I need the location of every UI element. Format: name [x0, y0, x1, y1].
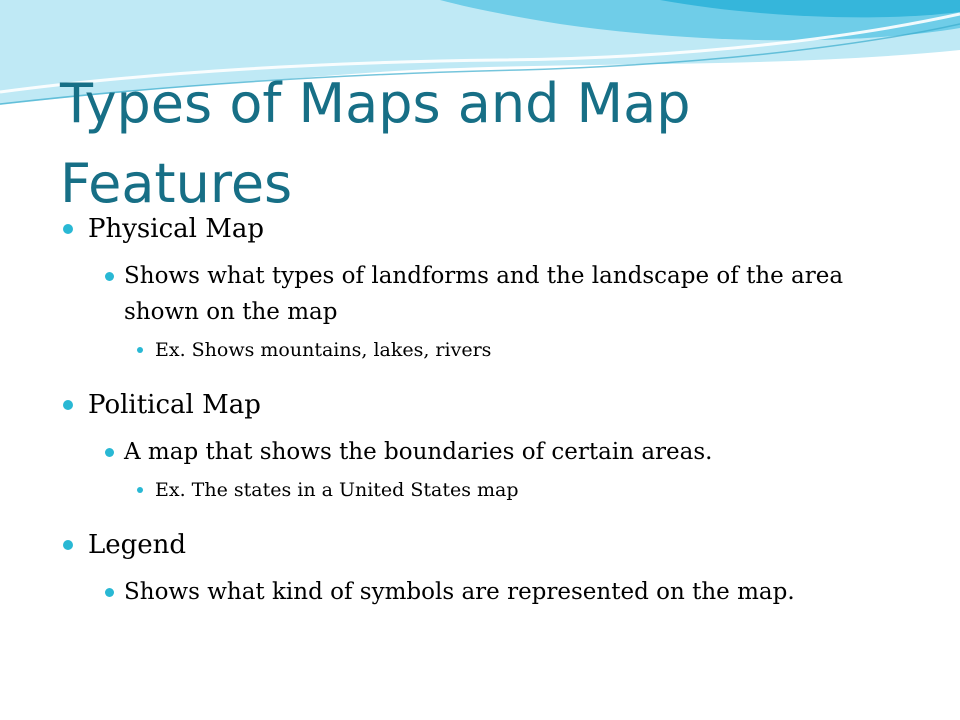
bullet-dot [105, 272, 114, 281]
bullet-dot [63, 224, 73, 234]
detail-text: Shows what kind of symbols are represented on the map. [124, 579, 795, 605]
section-legend [60, 526, 920, 564]
political-map-example [60, 476, 920, 504]
bullet-list [60, 210, 920, 610]
political-map-detail [60, 434, 920, 470]
example-text: Ex. Shows mountains, lakes, rivers [155, 339, 492, 361]
section-heading: Political Map [88, 390, 261, 420]
bullet-dot [63, 540, 73, 550]
section-political-map [60, 386, 920, 424]
bullet-dot [105, 588, 114, 597]
physical-map-detail [60, 258, 920, 330]
section-heading: Physical Map [88, 214, 264, 244]
bullet-dot [105, 448, 114, 457]
example-text: Ex. The states in a United States map [155, 479, 519, 501]
bullet-dot [137, 487, 143, 493]
legend-detail [60, 574, 920, 610]
detail-text: Shows what types of landforms and the landscape of the area shown on the map [124, 263, 844, 325]
detail-text: A map that shows the boundaries of certain areas. [124, 439, 713, 465]
bullet-dot [137, 347, 143, 353]
section-physical-map [60, 210, 920, 248]
section-heading: Legend [88, 530, 187, 560]
bullet-dot [63, 400, 73, 410]
physical-map-example [60, 336, 920, 364]
slide-title: Types of Maps and Map Features [60, 72, 691, 215]
